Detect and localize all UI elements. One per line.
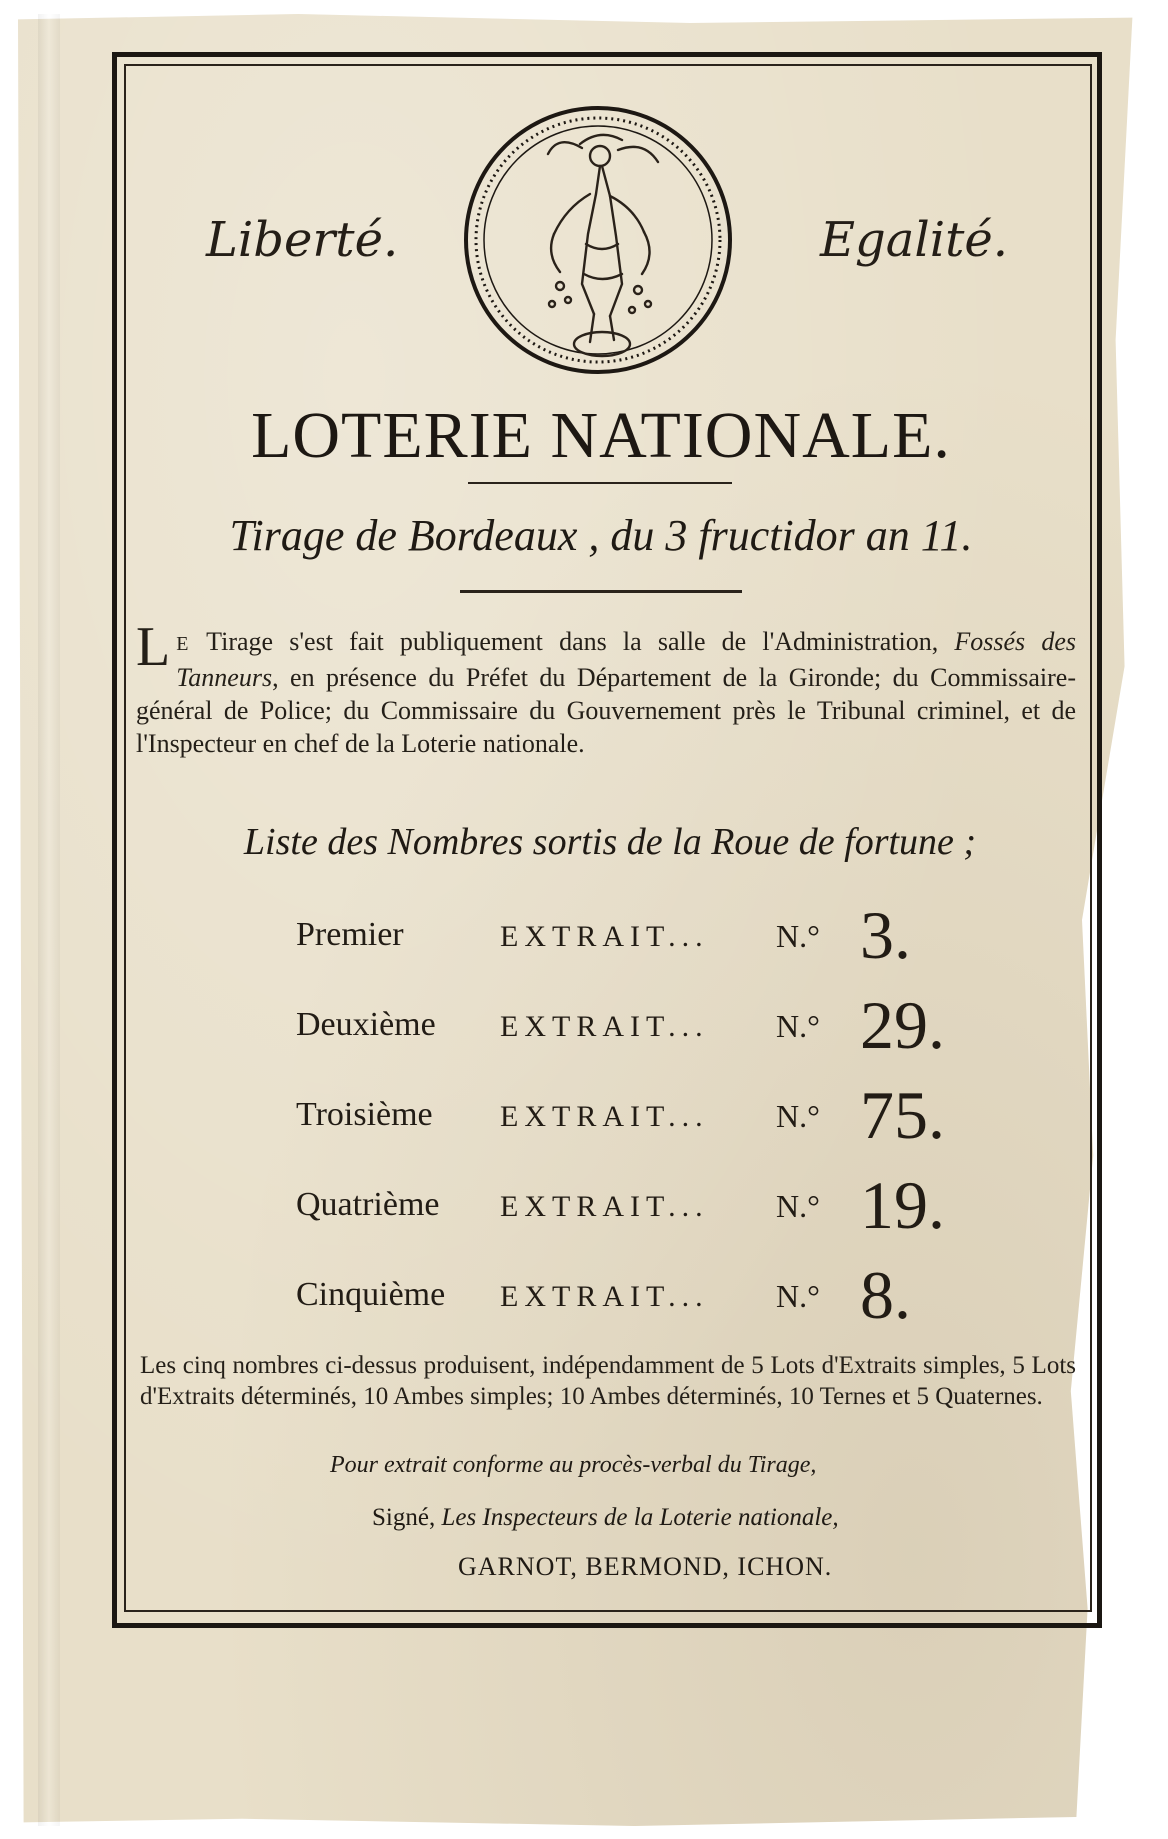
signed-prefix: Signé, (372, 1504, 436, 1531)
summary-paragraph: Les cinq nombres ci-dessus produisent, indépendamment de 5 Lots d'Extraits simples, 5 Lots d'Extraits déterminés, 10 Ambes simples; 10 Ambes déterminés, 10 Ternes et 5 Quaternes. (140, 1352, 1076, 1410)
title-rule (468, 482, 732, 484)
intro-paragraph (136, 616, 1076, 760)
draw-row-5 (296, 1257, 996, 1333)
draw-row-4 (296, 1167, 996, 1243)
draw-label: EXTRAIT... (500, 1010, 709, 1043)
draw-ordinal: Cinquième (296, 1276, 446, 1313)
draw-no: N.° (776, 1278, 820, 1314)
draw-ordinal: Deuxième (296, 1006, 436, 1043)
intro-dropcap: L (136, 616, 171, 678)
draw-ordinal: Premier (296, 916, 404, 953)
motto-liberte: Liberté. (206, 212, 399, 268)
intro-text-b: , en présence du Préfet du Département de la Gironde; du Commissaire-général de Police; du Commissaire du Gouvernement près le Tribunal criminel, et de l'Inspecteur en chef de la Loterie nationale. (136, 663, 1076, 758)
draw-number: 8. (860, 1257, 911, 1333)
draw-number: 3. (860, 897, 911, 973)
draw-subtitle: Tirage de Bordeaux , du 3 fructidor an 11. (229, 511, 973, 560)
numbers-list-title: Liste des Nombres sortis de la Roue de fortune ; (243, 821, 977, 863)
draw-no: N.° (776, 1188, 820, 1224)
draw-label: EXTRAIT... (500, 1280, 709, 1313)
page-title: LOTERIE NATIONALE. (251, 399, 951, 472)
draw-number: 75. (860, 1077, 945, 1153)
draw-no: N.° (776, 1008, 820, 1044)
draw-row-1 (296, 897, 996, 973)
draw-ordinal: Troisième (296, 1096, 433, 1133)
intro-text-a: Tirage s'est fait publiquement dans la salle de l'Administration, (190, 627, 955, 656)
draw-ordinal: Quatrième (296, 1186, 440, 1223)
draw-number: 19. (860, 1167, 945, 1243)
motto-egalite: Egalité. (820, 212, 1009, 268)
certification-line: Pour extrait conforme au procès-verbal du Tirage, (330, 1452, 817, 1478)
draw-no: N.° (776, 918, 820, 954)
draw-label: EXTRAIT... (500, 1100, 709, 1133)
draw-label: EXTRAIT... (500, 1190, 709, 1223)
intro-place: Fossés des Tanneurs (176, 627, 1076, 692)
intro-lead: E (176, 633, 191, 655)
signed-by: Les Inspecteurs de la Loterie nationale, (441, 1504, 839, 1531)
draw-row-3 (296, 1077, 996, 1153)
signed-line (372, 1504, 1072, 1532)
paper-fold (38, 14, 60, 1826)
subtitle-rule (460, 590, 742, 593)
signatory-names: GARNOT, BERMOND, ICHON. (458, 1552, 833, 1581)
fortune-medallion (462, 104, 734, 376)
fortune-figure-icon (548, 135, 658, 356)
draw-number: 29. (860, 987, 945, 1063)
draw-no: N.° (776, 1098, 820, 1134)
draw-label: EXTRAIT... (500, 920, 709, 953)
draw-row-2 (296, 987, 996, 1063)
